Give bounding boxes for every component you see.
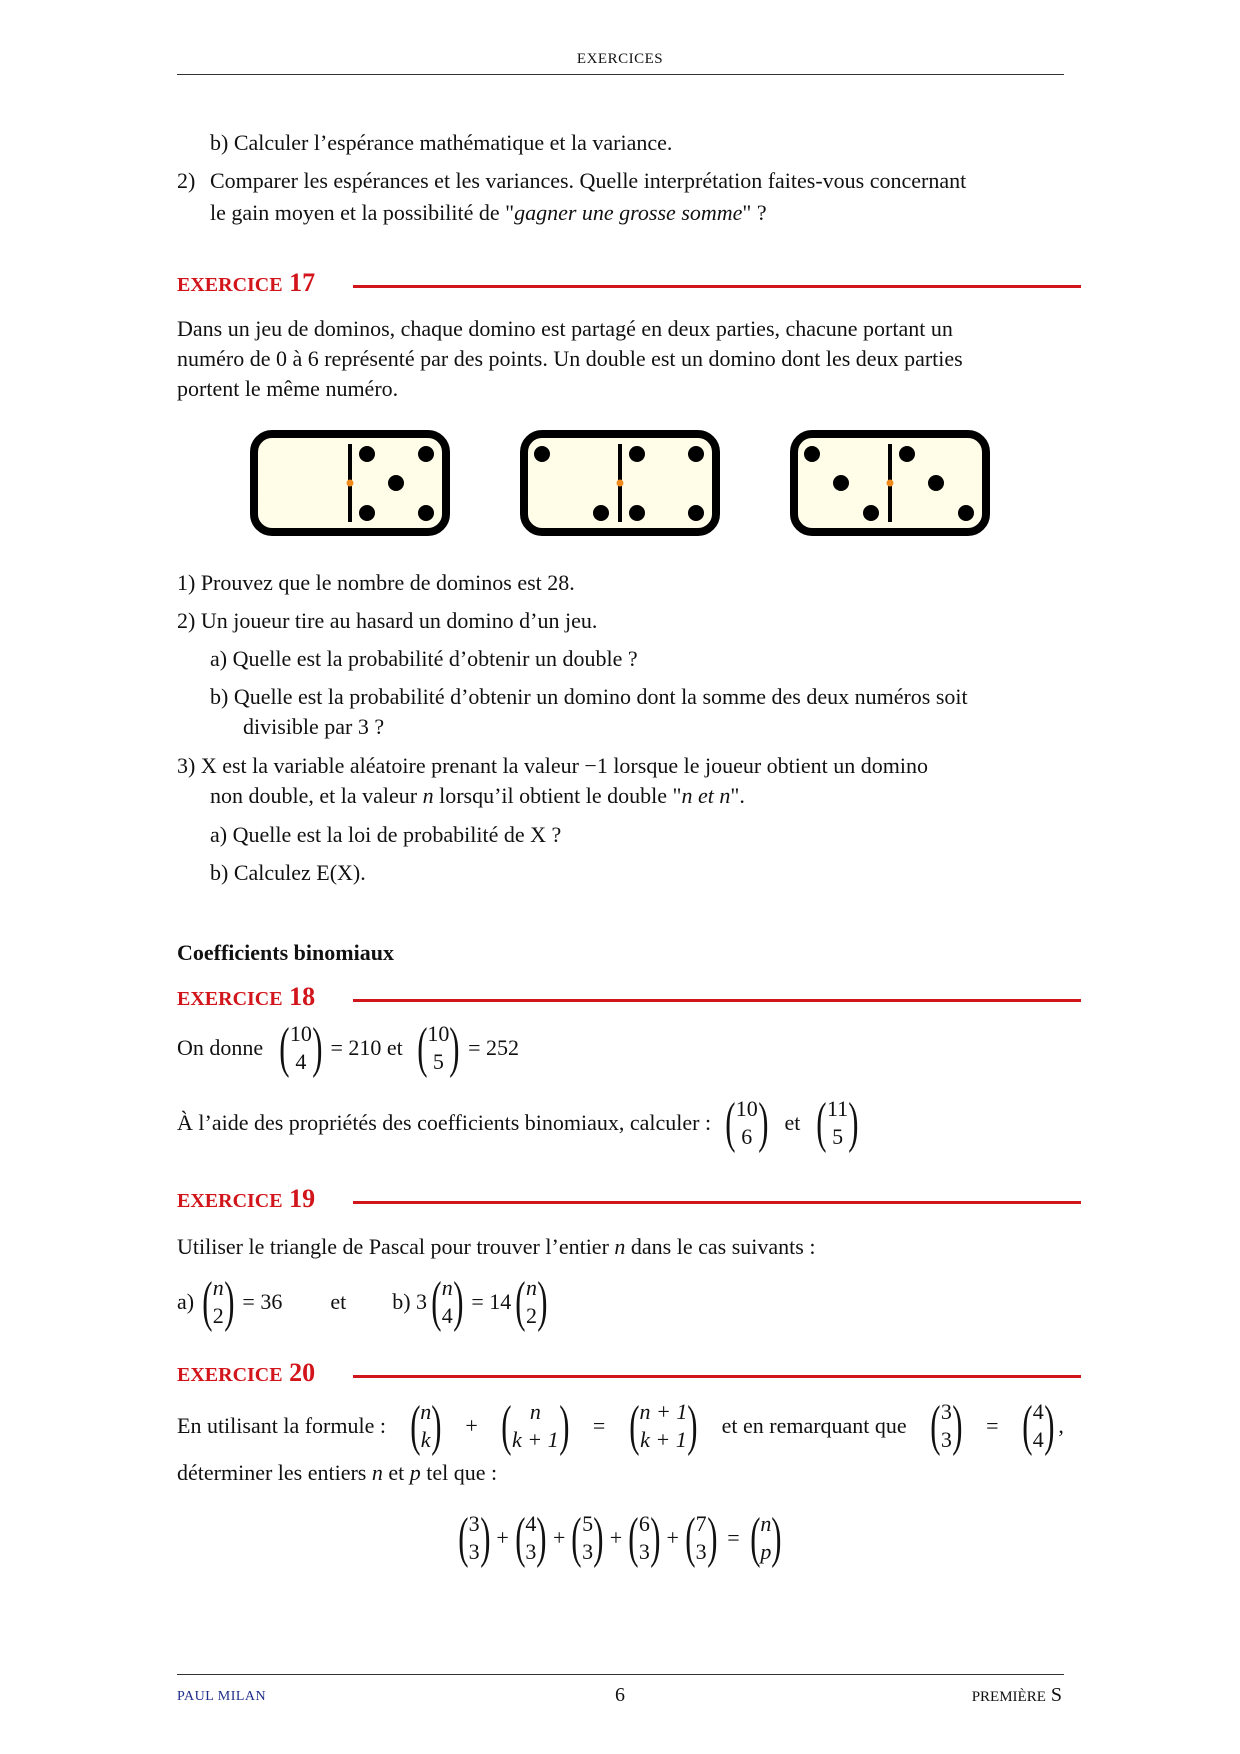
binom-bottom: p <box>760 1539 772 1564</box>
ex18-line1 <box>177 1017 519 1079</box>
binomial: ( n 2 ) <box>515 1271 548 1333</box>
exercise-17-title <box>177 268 315 298</box>
pip <box>899 446 915 462</box>
pip <box>359 505 375 521</box>
text: = 210 et <box>330 1035 403 1060</box>
text-italic: n <box>614 1234 626 1259</box>
binom-bottom: 4 <box>1032 1427 1044 1452</box>
binom-top: n + 1 <box>639 1399 688 1424</box>
text: et en remarquant que <box>721 1413 907 1438</box>
binomial: ( 6 3 ) <box>628 1507 661 1569</box>
binom-top: n <box>525 1275 537 1300</box>
text: b) 3 <box>392 1289 428 1314</box>
binomial: ( 10 4 ) <box>279 1017 323 1079</box>
text-italic: n <box>422 783 434 808</box>
pip <box>833 475 849 491</box>
binom-top: n <box>529 1399 541 1424</box>
binom-top: n <box>760 1511 772 1536</box>
text: = <box>986 1413 999 1438</box>
binom-top: n <box>212 1275 224 1300</box>
pip <box>688 505 704 521</box>
binom-bottom: k + 1 <box>640 1427 687 1452</box>
ex19-equations <box>177 1271 552 1333</box>
domino-2-center <box>617 480 624 487</box>
binom-bottom: 3 <box>638 1539 650 1564</box>
footer-level <box>972 1684 1062 1707</box>
pip <box>629 446 645 462</box>
binom-bottom: 5 <box>832 1124 844 1149</box>
text: déterminer les entiers <box>177 1460 372 1485</box>
pip <box>534 446 550 462</box>
ex20-line2 <box>177 1458 497 1488</box>
ex17-q3-line2 <box>210 781 745 811</box>
text: lorsqu’il obtient le double " <box>433 783 682 808</box>
exercise-18-title <box>177 982 315 1012</box>
binomial: ( 11 5 ) <box>816 1092 859 1154</box>
domino-3-center <box>887 480 894 487</box>
text: et <box>330 1289 347 1314</box>
text: ". <box>730 783 745 808</box>
binom-top: 10 <box>289 1021 312 1046</box>
exercise-20-title <box>177 1358 315 1388</box>
binom-bottom: 3 <box>582 1539 594 1564</box>
text: + <box>465 1413 478 1438</box>
binom-top: 11 <box>826 1096 849 1121</box>
ex20-line1 <box>177 1395 1064 1457</box>
item-2-line2 <box>210 198 767 228</box>
title-number: 17 <box>289 268 316 297</box>
domino-3 <box>794 434 986 532</box>
text: + <box>666 1525 679 1550</box>
footer-author: PAUL MILAN <box>177 1689 267 1704</box>
binomial: ( n p ) <box>749 1507 782 1569</box>
binomial: ( 7 3 ) <box>685 1507 718 1569</box>
binom-bottom: 3 <box>468 1539 480 1564</box>
pip <box>359 446 375 462</box>
pip <box>593 505 609 521</box>
title-word: EXERCICE <box>177 274 283 296</box>
pip <box>688 446 704 462</box>
ex17-intro-2: numéro de 0 à 6 représenté par des points. Un double est un domino dont les deux parties <box>177 346 963 371</box>
ex17-q3-line1: 3) X est la variable aléatoire prenant la valeur −1 lorsque le joueur obtient un domino <box>177 753 928 778</box>
binomial: ( 4 3 ) <box>514 1507 547 1569</box>
binomial: ( n 2 ) <box>202 1271 235 1333</box>
pip <box>958 505 974 521</box>
binomial: ( n k ) <box>409 1395 442 1457</box>
binom-bottom: 3 <box>940 1427 952 1452</box>
binom-top: 7 <box>695 1511 707 1536</box>
binomial: ( 10 6 ) <box>725 1092 769 1154</box>
ex18-line2 <box>177 1092 863 1154</box>
text: À l’aide des propriétés des coefficients binomiaux, calculer : <box>177 1110 712 1135</box>
text: En utilisant la formule : <box>177 1413 386 1438</box>
binom-bottom: 2 <box>525 1303 537 1328</box>
binomial: ( 4 4 ) <box>1022 1395 1055 1457</box>
title-number: 18 <box>289 982 316 1011</box>
binom-top: 6 <box>638 1511 650 1536</box>
pip <box>629 505 645 521</box>
binom-top: 10 <box>735 1096 758 1121</box>
ex17-q2b-line1: b) Quelle est la probabilité d’obtenir un domino dont la somme des deux numéros soit <box>210 684 968 709</box>
domino-1-center <box>347 480 354 487</box>
exercise-18-rule <box>353 999 1081 1002</box>
binom-bottom: 6 <box>741 1124 753 1149</box>
binomial: ( 5 3 ) <box>571 1507 604 1569</box>
binomial: ( 3 3 ) <box>930 1395 963 1457</box>
title-word: EXERCICE <box>177 1364 283 1386</box>
page-number: 6 <box>615 1684 625 1706</box>
dominos-illustration <box>250 430 990 540</box>
pip <box>418 505 434 521</box>
text-italic: p <box>409 1460 421 1485</box>
title-number: 20 <box>289 1358 316 1387</box>
ex19-intro <box>177 1232 815 1262</box>
binom-bottom: 2 <box>212 1303 224 1328</box>
pip <box>928 475 944 491</box>
text: et <box>382 1460 410 1485</box>
text: non double, et la valeur <box>210 783 423 808</box>
ex17-q1: 1) Prouvez que le nombre de dominos est 28. <box>177 570 575 595</box>
text: Utiliser le triangle de Pascal pour trouver l’entier <box>177 1234 615 1259</box>
text: = <box>727 1525 740 1550</box>
exercise-17-rule <box>353 285 1081 288</box>
binomial-with-comma <box>1018 1395 1064 1457</box>
text: dans le cas suivants : <box>625 1234 816 1259</box>
pip <box>804 446 820 462</box>
binom-bottom: 3 <box>695 1539 707 1564</box>
binomial: ( 10 5 ) <box>416 1017 460 1079</box>
footer-rule <box>177 1674 1064 1675</box>
binomial: ( 3 3 ) <box>458 1507 491 1569</box>
ex17-q3b: b) Calculez E(X). <box>210 860 366 885</box>
pip <box>418 446 434 462</box>
binom-bottom: k + 1 <box>512 1427 559 1452</box>
binom-bottom: 3 <box>525 1539 537 1564</box>
running-header: EXERCICES <box>576 51 664 67</box>
text: , <box>1058 1413 1064 1438</box>
binom-top: 4 <box>1032 1399 1044 1424</box>
binom-top: 4 <box>525 1511 537 1536</box>
text: S <box>1045 1684 1062 1706</box>
section-title: Coefficients binomiaux <box>177 940 394 965</box>
text-italic: n <box>371 1460 383 1485</box>
text-italic: gagner une grosse somme <box>514 200 743 225</box>
text: = 252 <box>468 1035 519 1060</box>
binom-top: n <box>441 1275 453 1300</box>
title-word: EXERCICE <box>177 988 283 1010</box>
title-word: EXERCICE <box>177 1190 283 1212</box>
binomial: ( n k + 1 ) <box>501 1395 570 1457</box>
pip <box>388 475 404 491</box>
binom-top: 3 <box>468 1511 480 1536</box>
ex17-intro-1: Dans un jeu de dominos, chaque domino est partagé en deux parties, chacune portant un <box>177 316 953 341</box>
ex17-q2a: a) Quelle est la probabilité d’obtenir un double ? <box>210 646 638 671</box>
item-b-line: b) Calculer l’espérance mathématique et la variance. <box>210 130 673 155</box>
binom-top: 3 <box>940 1399 952 1424</box>
exercise-20-rule <box>353 1375 1081 1378</box>
binom-bottom: k <box>420 1427 431 1452</box>
text: tel que : <box>420 1460 498 1485</box>
binomial: ( n 4 ) <box>431 1271 464 1333</box>
text: + <box>496 1525 509 1550</box>
text: " ? <box>742 200 767 225</box>
binom-bottom: 4 <box>441 1303 453 1328</box>
pip <box>863 505 879 521</box>
binom-top: 5 <box>582 1511 594 1536</box>
binom-top: 10 <box>427 1021 450 1046</box>
exercise-19-title <box>177 1184 315 1214</box>
text-italic: n et n <box>681 783 731 808</box>
item-2-num: 2) <box>177 168 196 193</box>
exercise-19-rule <box>353 1201 1081 1204</box>
binom-top: n <box>420 1399 432 1424</box>
header-rule <box>177 74 1064 75</box>
text: = 36 <box>242 1289 283 1314</box>
text: le gain moyen et la possibilité de " <box>210 200 515 225</box>
ex17-q3a: a) Quelle est la loi de probabilité de X ? <box>210 822 562 847</box>
text: + <box>609 1525 623 1550</box>
binomial: ( n + 1 k + 1 ) <box>629 1395 698 1457</box>
text: = <box>592 1413 606 1438</box>
ex20-sum <box>0 1507 1240 1569</box>
item-2-line1: Comparer les espérances et les variances. Quelle interprétation faites-vous concernant <box>210 168 967 193</box>
text: + <box>553 1525 566 1550</box>
binom-bottom: 5 <box>432 1049 444 1074</box>
title-number: 19 <box>289 1184 316 1213</box>
domino-2 <box>524 434 716 532</box>
binom-bottom: 4 <box>295 1049 307 1074</box>
text: PREMIÈRE <box>971 1689 1046 1705</box>
ex17-q2: 2) Un joueur tire au hasard un domino d’un jeu. <box>177 608 598 633</box>
text: et <box>784 1110 801 1135</box>
domino-1 <box>254 434 446 532</box>
text: On donne <box>177 1035 264 1060</box>
ex17-q2b-line2: divisible par 3 ? <box>243 714 385 739</box>
text: = 14 <box>471 1289 512 1314</box>
ex17-intro-3: portent le même numéro. <box>177 376 399 401</box>
text: a) <box>177 1289 195 1314</box>
